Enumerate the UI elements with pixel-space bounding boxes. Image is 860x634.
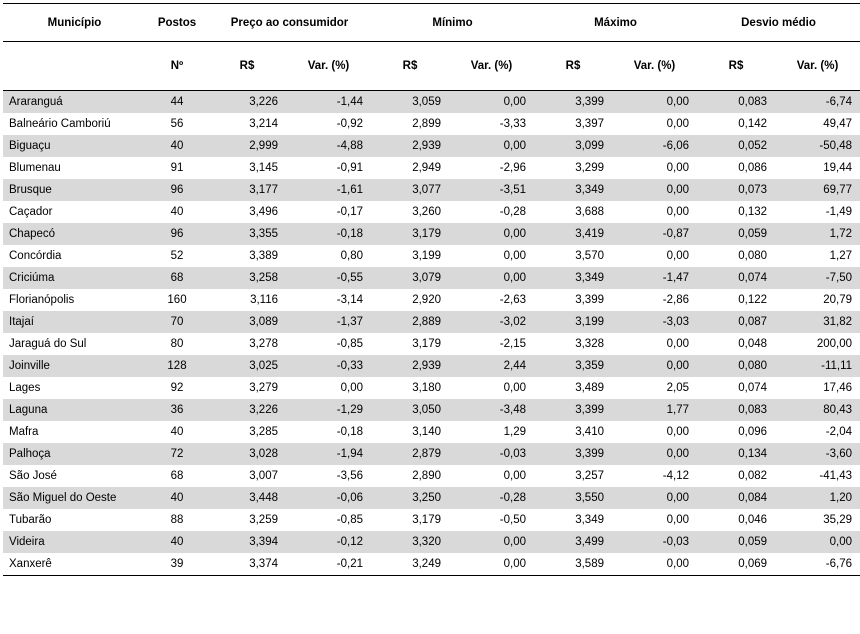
- cell-maximo-rs: 3,399: [534, 399, 612, 421]
- cell-preco-rs: 3,226: [208, 399, 286, 421]
- table-row: [3, 113, 860, 135]
- cell-preco-rs: 3,355: [208, 223, 286, 245]
- cell-preco-var: -0,17: [286, 201, 371, 223]
- cell-municipio: Palhoça: [3, 443, 146, 465]
- subheader-postos-n: Nº: [146, 42, 208, 91]
- cell-municipio: Criciúma: [3, 267, 146, 289]
- cell-maximo-rs: 3,397: [534, 113, 612, 135]
- header-minimo: Mínimo: [371, 4, 534, 42]
- cell-municipio: Tubarão: [3, 509, 146, 531]
- cell-minimo-rs: 2,899: [371, 113, 449, 135]
- cell-preco-rs: 3,389: [208, 245, 286, 267]
- cell-desvio-rs: 0,074: [697, 377, 775, 399]
- cell-desvio-rs: 0,142: [697, 113, 775, 135]
- cell-desvio-rs: 0,084: [697, 487, 775, 509]
- cell-postos: 68: [146, 465, 208, 487]
- cell-minimo-rs: 3,260: [371, 201, 449, 223]
- cell-desvio-rs: 0,087: [697, 311, 775, 333]
- cell-maximo-var: 0,00: [612, 487, 697, 509]
- cell-preco-var: 0,00: [286, 377, 371, 399]
- cell-preco-var: -0,18: [286, 421, 371, 443]
- cell-minimo-var: -3,33: [449, 113, 534, 135]
- cell-minimo-rs: 2,879: [371, 443, 449, 465]
- cell-preco-rs: 3,258: [208, 267, 286, 289]
- cell-maximo-var: 0,00: [612, 201, 697, 223]
- cell-preco-var: -0,33: [286, 355, 371, 377]
- cell-minimo-var: -3,02: [449, 311, 534, 333]
- table-row: [3, 289, 860, 311]
- table-row: [3, 333, 860, 355]
- cell-desvio-rs: 0,059: [697, 223, 775, 245]
- cell-preco-rs: 3,214: [208, 113, 286, 135]
- cell-desvio-var: 17,46: [775, 377, 860, 399]
- cell-preco-rs: 3,279: [208, 377, 286, 399]
- cell-minimo-rs: 2,939: [371, 355, 449, 377]
- table-row: [3, 399, 860, 421]
- cell-minimo-rs: 3,059: [371, 91, 449, 114]
- subheader-empty: [3, 42, 146, 91]
- cell-minimo-var: -0,50: [449, 509, 534, 531]
- cell-preco-rs: 3,007: [208, 465, 286, 487]
- cell-maximo-rs: 3,328: [534, 333, 612, 355]
- cell-municipio: Mafra: [3, 421, 146, 443]
- cell-desvio-var: 31,82: [775, 311, 860, 333]
- cell-maximo-rs: 3,589: [534, 553, 612, 576]
- cell-minimo-rs: 3,179: [371, 509, 449, 531]
- cell-minimo-rs: 2,939: [371, 135, 449, 157]
- cell-postos: 92: [146, 377, 208, 399]
- cell-minimo-rs: 3,079: [371, 267, 449, 289]
- cell-postos: 40: [146, 531, 208, 553]
- cell-municipio: São Miguel do Oeste: [3, 487, 146, 509]
- cell-postos: 96: [146, 223, 208, 245]
- subheader-maximo-rs: R$: [534, 42, 612, 91]
- cell-postos: 70: [146, 311, 208, 333]
- cell-minimo-var: 0,00: [449, 267, 534, 289]
- cell-preco-rs: 3,226: [208, 91, 286, 114]
- cell-preco-rs: 3,028: [208, 443, 286, 465]
- cell-preco-var: -4,88: [286, 135, 371, 157]
- cell-preco-rs: 3,496: [208, 201, 286, 223]
- cell-postos: 72: [146, 443, 208, 465]
- subheader-minimo-var: Var. (%): [449, 42, 534, 91]
- cell-municipio: São José: [3, 465, 146, 487]
- cell-preco-var: -1,37: [286, 311, 371, 333]
- table-row: [3, 179, 860, 201]
- cell-maximo-var: 0,00: [612, 509, 697, 531]
- cell-postos: 44: [146, 91, 208, 114]
- cell-postos: 128: [146, 355, 208, 377]
- cell-minimo-var: -2,63: [449, 289, 534, 311]
- cell-desvio-rs: 0,048: [697, 333, 775, 355]
- cell-desvio-var: -7,50: [775, 267, 860, 289]
- cell-maximo-rs: 3,257: [534, 465, 612, 487]
- group-header-row: [3, 4, 860, 42]
- cell-maximo-rs: 3,349: [534, 267, 612, 289]
- table-row: [3, 421, 860, 443]
- cell-minimo-var: 0,00: [449, 531, 534, 553]
- cell-maximo-rs: 3,099: [534, 135, 612, 157]
- cell-maximo-var: 0,00: [612, 179, 697, 201]
- cell-municipio: Chapecó: [3, 223, 146, 245]
- cell-maximo-var: -3,03: [612, 311, 697, 333]
- cell-municipio: Videira: [3, 531, 146, 553]
- header-postos: Postos: [146, 4, 208, 42]
- cell-preco-var: -1,94: [286, 443, 371, 465]
- header-municipio: Município: [3, 4, 146, 42]
- cell-maximo-var: -4,12: [612, 465, 697, 487]
- cell-desvio-var: 1,27: [775, 245, 860, 267]
- table-row: [3, 531, 860, 553]
- cell-minimo-var: 0,00: [449, 553, 534, 576]
- cell-preco-var: -0,06: [286, 487, 371, 509]
- cell-preco-var: -0,55: [286, 267, 371, 289]
- table-row: [3, 157, 860, 179]
- table-row: [3, 355, 860, 377]
- cell-desvio-var: 1,72: [775, 223, 860, 245]
- cell-minimo-rs: 2,889: [371, 311, 449, 333]
- cell-minimo-rs: 2,890: [371, 465, 449, 487]
- cell-minimo-rs: 3,179: [371, 333, 449, 355]
- cell-preco-rs: 3,374: [208, 553, 286, 576]
- price-table: [3, 3, 860, 576]
- cell-preco-var: -0,18: [286, 223, 371, 245]
- cell-desvio-var: -6,76: [775, 553, 860, 576]
- cell-desvio-var: 35,29: [775, 509, 860, 531]
- cell-desvio-var: -41,43: [775, 465, 860, 487]
- cell-minimo-rs: 3,140: [371, 421, 449, 443]
- cell-maximo-rs: 3,349: [534, 179, 612, 201]
- cell-desvio-var: 20,79: [775, 289, 860, 311]
- subheader-minimo-rs: R$: [371, 42, 449, 91]
- cell-minimo-var: -2,15: [449, 333, 534, 355]
- cell-postos: 160: [146, 289, 208, 311]
- cell-desvio-var: 19,44: [775, 157, 860, 179]
- cell-desvio-var: -6,74: [775, 91, 860, 114]
- cell-maximo-var: 0,00: [612, 443, 697, 465]
- cell-preco-var: -1,44: [286, 91, 371, 114]
- table-row: [3, 509, 860, 531]
- cell-minimo-var: 2,44: [449, 355, 534, 377]
- cell-desvio-rs: 0,122: [697, 289, 775, 311]
- cell-maximo-rs: 3,349: [534, 509, 612, 531]
- cell-municipio: Caçador: [3, 201, 146, 223]
- cell-desvio-rs: 0,096: [697, 421, 775, 443]
- cell-municipio: Jaraguá do Sul: [3, 333, 146, 355]
- cell-desvio-var: 80,43: [775, 399, 860, 421]
- cell-desvio-var: 49,47: [775, 113, 860, 135]
- cell-postos: 91: [146, 157, 208, 179]
- cell-maximo-var: 0,00: [612, 553, 697, 576]
- cell-postos: 36: [146, 399, 208, 421]
- cell-preco-rs: 3,177: [208, 179, 286, 201]
- cell-maximo-rs: 3,550: [534, 487, 612, 509]
- cell-preco-var: -0,91: [286, 157, 371, 179]
- cell-preco-rs: 3,259: [208, 509, 286, 531]
- cell-desvio-rs: 0,080: [697, 245, 775, 267]
- table-row: [3, 201, 860, 223]
- cell-maximo-var: -1,47: [612, 267, 697, 289]
- cell-maximo-rs: 3,299: [534, 157, 612, 179]
- cell-desvio-rs: 0,080: [697, 355, 775, 377]
- cell-maximo-rs: 3,570: [534, 245, 612, 267]
- cell-minimo-var: 0,00: [449, 377, 534, 399]
- cell-minimo-rs: 3,249: [371, 553, 449, 576]
- cell-maximo-var: 0,00: [612, 355, 697, 377]
- cell-desvio-rs: 0,052: [697, 135, 775, 157]
- cell-preco-var: -0,92: [286, 113, 371, 135]
- cell-minimo-var: -0,03: [449, 443, 534, 465]
- cell-maximo-var: -2,86: [612, 289, 697, 311]
- cell-desvio-var: -3,60: [775, 443, 860, 465]
- table-row: [3, 377, 860, 399]
- cell-minimo-var: 0,00: [449, 223, 534, 245]
- cell-postos: 40: [146, 135, 208, 157]
- cell-minimo-var: 0,00: [449, 91, 534, 114]
- cell-postos: 80: [146, 333, 208, 355]
- subheader-desvio-rs: R$: [697, 42, 775, 91]
- cell-postos: 56: [146, 113, 208, 135]
- subheader-maximo-var: Var. (%): [612, 42, 697, 91]
- cell-municipio: Blumenau: [3, 157, 146, 179]
- cell-municipio: Concórdia: [3, 245, 146, 267]
- cell-maximo-rs: 3,399: [534, 289, 612, 311]
- cell-postos: 88: [146, 509, 208, 531]
- cell-municipio: Joinville: [3, 355, 146, 377]
- cell-municipio: Laguna: [3, 399, 146, 421]
- header-preco: Preço ao consumidor: [208, 4, 371, 42]
- table-row: [3, 267, 860, 289]
- cell-maximo-var: 0,00: [612, 91, 697, 114]
- cell-desvio-rs: 0,074: [697, 267, 775, 289]
- cell-postos: 68: [146, 267, 208, 289]
- cell-preco-var: -1,61: [286, 179, 371, 201]
- cell-maximo-var: 2,05: [612, 377, 697, 399]
- cell-minimo-rs: 3,320: [371, 531, 449, 553]
- cell-preco-var: -3,56: [286, 465, 371, 487]
- cell-desvio-var: -50,48: [775, 135, 860, 157]
- sub-header-row: [3, 42, 860, 91]
- cell-municipio: Araranguá: [3, 91, 146, 114]
- cell-desvio-var: -2,04: [775, 421, 860, 443]
- cell-maximo-var: 0,00: [612, 113, 697, 135]
- cell-minimo-rs: 2,949: [371, 157, 449, 179]
- cell-desvio-rs: 0,082: [697, 465, 775, 487]
- cell-preco-var: 0,80: [286, 245, 371, 267]
- cell-maximo-rs: 3,419: [534, 223, 612, 245]
- cell-preco-rs: 3,285: [208, 421, 286, 443]
- table-row: [3, 487, 860, 509]
- cell-maximo-var: 0,00: [612, 333, 697, 355]
- cell-preco-var: -1,29: [286, 399, 371, 421]
- cell-minimo-var: 0,00: [449, 135, 534, 157]
- cell-desvio-rs: 0,059: [697, 531, 775, 553]
- cell-maximo-rs: 3,359: [534, 355, 612, 377]
- cell-maximo-rs: 3,399: [534, 443, 612, 465]
- cell-desvio-rs: 0,134: [697, 443, 775, 465]
- cell-postos: 96: [146, 179, 208, 201]
- cell-desvio-rs: 0,132: [697, 201, 775, 223]
- cell-postos: 40: [146, 421, 208, 443]
- cell-minimo-var: -3,51: [449, 179, 534, 201]
- cell-minimo-rs: 3,179: [371, 223, 449, 245]
- cell-desvio-rs: 0,073: [697, 179, 775, 201]
- cell-preco-var: -0,12: [286, 531, 371, 553]
- cell-postos: 40: [146, 487, 208, 509]
- cell-minimo-rs: 3,199: [371, 245, 449, 267]
- cell-desvio-var: -1,49: [775, 201, 860, 223]
- cell-desvio-rs: 0,069: [697, 553, 775, 576]
- cell-maximo-var: -0,03: [612, 531, 697, 553]
- cell-municipio: Biguaçu: [3, 135, 146, 157]
- cell-desvio-rs: 0,083: [697, 399, 775, 421]
- cell-maximo-rs: 3,489: [534, 377, 612, 399]
- cell-desvio-var: -11,11: [775, 355, 860, 377]
- table-row: [3, 311, 860, 333]
- cell-preco-rs: 3,448: [208, 487, 286, 509]
- cell-preco-rs: 3,089: [208, 311, 286, 333]
- table-row: [3, 553, 860, 576]
- cell-preco-var: -0,21: [286, 553, 371, 576]
- cell-preco-var: -3,14: [286, 289, 371, 311]
- cell-preco-rs: 3,394: [208, 531, 286, 553]
- table-body: [3, 91, 860, 576]
- table-row: [3, 91, 860, 114]
- cell-maximo-rs: 3,499: [534, 531, 612, 553]
- header-desvio: Desvio médio: [697, 4, 860, 42]
- cell-minimo-var: -3,48: [449, 399, 534, 421]
- cell-maximo-rs: 3,399: [534, 91, 612, 114]
- cell-minimo-var: 1,29: [449, 421, 534, 443]
- table-row: [3, 443, 860, 465]
- cell-minimo-var: 0,00: [449, 245, 534, 267]
- cell-desvio-var: 200,00: [775, 333, 860, 355]
- cell-desvio-rs: 0,083: [697, 91, 775, 114]
- cell-municipio: Brusque: [3, 179, 146, 201]
- header-maximo: Máximo: [534, 4, 697, 42]
- cell-minimo-var: 0,00: [449, 465, 534, 487]
- cell-postos: 52: [146, 245, 208, 267]
- cell-preco-rs: 3,025: [208, 355, 286, 377]
- cell-maximo-var: -6,06: [612, 135, 697, 157]
- cell-desvio-rs: 0,086: [697, 157, 775, 179]
- subheader-preco-rs: R$: [208, 42, 286, 91]
- cell-maximo-rs: 3,410: [534, 421, 612, 443]
- cell-minimo-rs: 3,077: [371, 179, 449, 201]
- cell-minimo-rs: 3,180: [371, 377, 449, 399]
- cell-preco-rs: 2,999: [208, 135, 286, 157]
- table-row: [3, 135, 860, 157]
- cell-minimo-rs: 3,050: [371, 399, 449, 421]
- cell-municipio: Florianópolis: [3, 289, 146, 311]
- cell-desvio-var: 69,77: [775, 179, 860, 201]
- cell-desvio-var: 1,20: [775, 487, 860, 509]
- cell-preco-var: -0,85: [286, 333, 371, 355]
- table-row: [3, 223, 860, 245]
- cell-maximo-var: 0,00: [612, 245, 697, 267]
- cell-maximo-rs: 3,199: [534, 311, 612, 333]
- table-row: [3, 465, 860, 487]
- cell-municipio: Balneário Camboriú: [3, 113, 146, 135]
- table-row: [3, 245, 860, 267]
- cell-maximo-var: 1,77: [612, 399, 697, 421]
- cell-minimo-rs: 3,250: [371, 487, 449, 509]
- cell-maximo-rs: 3,688: [534, 201, 612, 223]
- cell-desvio-rs: 0,046: [697, 509, 775, 531]
- cell-preco-rs: 3,145: [208, 157, 286, 179]
- cell-preco-rs: 3,116: [208, 289, 286, 311]
- cell-municipio: Lages: [3, 377, 146, 399]
- cell-minimo-var: -0,28: [449, 487, 534, 509]
- cell-maximo-var: -0,87: [612, 223, 697, 245]
- cell-preco-rs: 3,278: [208, 333, 286, 355]
- cell-postos: 39: [146, 553, 208, 576]
- cell-minimo-var: -0,28: [449, 201, 534, 223]
- cell-maximo-var: 0,00: [612, 421, 697, 443]
- cell-postos: 40: [146, 201, 208, 223]
- cell-desvio-var: 0,00: [775, 531, 860, 553]
- subheader-preco-var: Var. (%): [286, 42, 371, 91]
- subheader-desvio-var: Var. (%): [775, 42, 860, 91]
- cell-maximo-var: 0,00: [612, 157, 697, 179]
- cell-municipio: Xanxerê: [3, 553, 146, 576]
- cell-preco-var: -0,85: [286, 509, 371, 531]
- cell-minimo-var: -2,96: [449, 157, 534, 179]
- cell-municipio: Itajaí: [3, 311, 146, 333]
- cell-minimo-rs: 2,920: [371, 289, 449, 311]
